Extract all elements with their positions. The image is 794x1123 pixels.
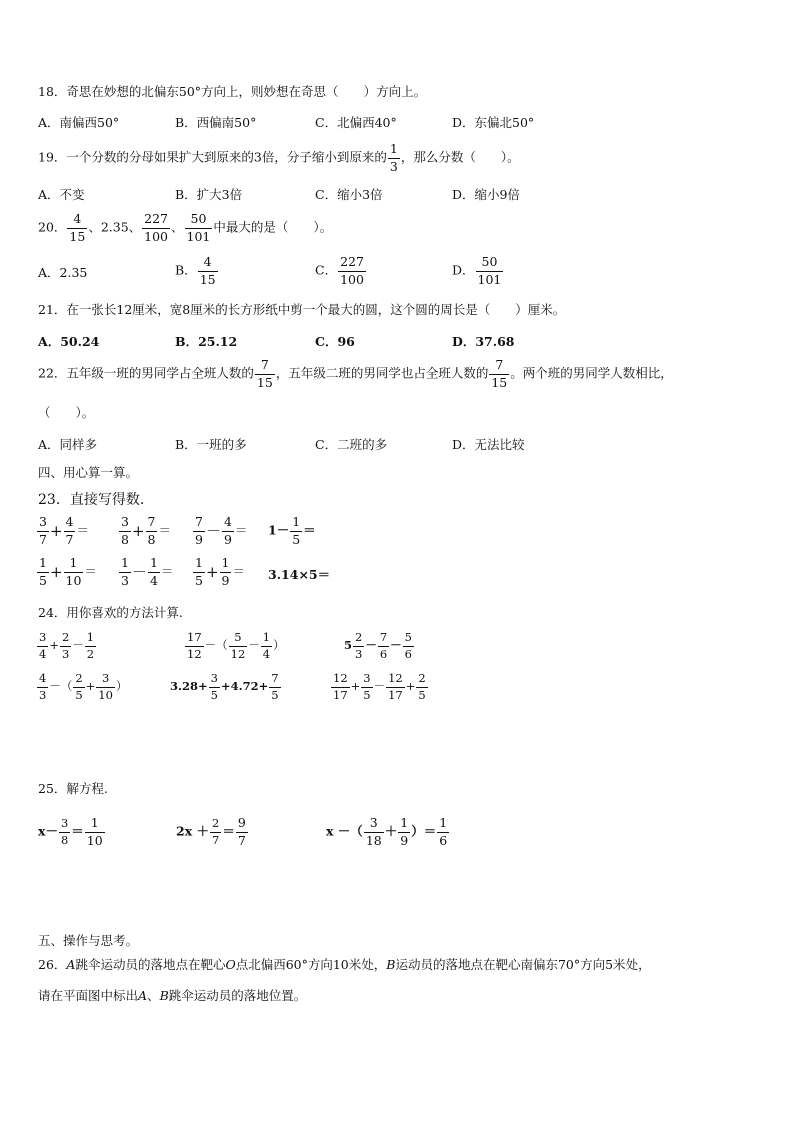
q23-expr-6: $\frac{1}{3}$ － $\frac{1}{4}$ ＝ [121,555,174,588]
q23-expr-3: $\frac{7}{9}$ － $\frac{4}{9}$ ＝ [195,514,248,547]
q18-option-d[interactable]: D．东偏北50° [452,115,535,130]
q22-stem: 22．五年级一班的男同学占全班人数的 $\frac{7}{15}$ ，五年级二班的男同学也占全班人数的 $\frac{7}{15}$ 。两个班的男同学人数相比， [38,357,673,390]
q22-option-c[interactable]: C．二班的多 [315,437,388,452]
q19-option-b[interactable]: B．扩大3倍 [175,187,243,202]
q22-answer-blank: （ ）。 [38,405,95,420]
q23-expr-1: $\frac{3}{7}$ + $\frac{4}{7}$ ＝ [39,514,89,547]
q23-expr-4: 1－ $\frac{1}{5}$ ＝ [268,514,316,547]
q20-frac-2: $\frac{227}{100}$ [144,211,169,244]
section-4-heading: 四、用心算一算。 [38,465,139,480]
q22-option-b[interactable]: B．一班的多 [175,437,247,452]
q24-expr-1: $\frac{3}{4}$ + $\frac{2}{3}$ － $\frac{1}{2}$ [39,630,95,661]
q20-option-b[interactable]: B． $\frac{4}{15}$ [175,254,216,287]
q19-stem-a: 19．一个分数的分母如果扩大到原来的3倍，分子缩小到原来的 [38,149,387,165]
q18-option-b[interactable]: B．西偏南50° [175,115,257,130]
q19-option-c[interactable]: C．缩小3倍 [315,187,383,202]
q21-option-c[interactable]: C．96 [315,334,355,349]
q21-option-d[interactable]: D．37.68 [452,334,515,349]
q22-frac-1: $\frac{7}{15}$ [256,357,273,390]
q19-stem-b: ，那么分数（ ）。 [400,149,520,165]
section-5-heading: 五、操作与思考。 [38,933,139,948]
q24-expr-3: 5 $\frac{2}{3}$ － $\frac{7}{6}$ － $\frac{5}{6}$ [344,630,412,661]
q25-equation-3: x －（ $\frac{3}{18}$ ＋ $\frac{1}{9}$ ）＝ $\frac{1}{6}$ [326,815,448,848]
point-o-label: O [225,957,236,972]
q25-equation-1: x－ $\frac{3}{8}$ ＝ $\frac{1}{10}$ [38,815,103,848]
q19-fraction: $\frac{1}{3}$ [389,141,398,174]
q26-line-1: 26．A跳伞运动员的落地点在靶心O点北偏西60°方向10米处，B运动员的落地点在靶心南偏东70°方向5米处， [38,957,651,972]
q24-expr-5: 3.28+ $\frac{3}{5}$ +4.72+ $\frac{7}{5}$ [170,671,279,702]
q20-stem: 20． $\frac{4}{15}$ 、2.35、 $\frac{227}{100}$ 、 $\frac{50}{101}$ 中最大的是（ ）。 [38,211,333,244]
q21-option-b[interactable]: B．25.12 [175,334,238,349]
q26-line-2: 请在平面图中标出A、B跳伞运动员的落地位置。 [38,988,307,1003]
q22-option-d[interactable]: D．无法比较 [452,437,525,452]
q24-expr-4: $\frac{4}{3}$ －（ $\frac{2}{5}$ + $\frac{3}{10}$ ） [39,671,128,702]
q21-option-a[interactable]: A．50.24 [38,334,100,349]
q24-expr-6: $\frac{12}{17}$ + $\frac{3}{5}$ － $\frac{12}{17}$ + $\frac{2}{5}$ [333,671,426,702]
q20-option-d[interactable]: D． $\frac{50}{101}$ [452,254,502,287]
q20-frac-1: $\frac{4}{15}$ [69,211,86,244]
q22-frac-2: $\frac{7}{15}$ [491,357,508,390]
q23-expr-8: 3.14×5＝ [268,567,331,582]
q18-stem: 18．奇思在妙想的北偏东50°方向上，则妙想在奇思（ ）方向上。 [38,84,427,99]
q24-expr-2: $\frac{17}{12}$ －（ $\frac{5}{12}$ － $\frac{1}{4}$ ） [187,630,285,661]
q25-title: 25．解方程. [38,781,108,796]
q22-option-a[interactable]: A．同样多 [38,437,98,452]
q20-option-c[interactable]: C． $\frac{227}{100}$ [315,254,364,287]
q24-title: 24．用你喜欢的方法计算. [38,605,183,620]
q18-option-a[interactable]: A．南偏西50° [38,115,120,130]
q23-expr-5: $\frac{1}{5}$ + $\frac{1}{10}$ ＝ [39,555,97,588]
point-b-label: B [386,957,396,972]
q20-option-a[interactable]: A．2.35 [38,265,88,280]
q19-stem [38,143,520,173]
q23-expr-7: $\frac{1}{5}$ + $\frac{1}{9}$ ＝ [195,555,245,588]
q21-stem: 21．在一张长12厘米，宽8厘米的长方形纸中剪一个最大的圆，这个圆的周长是（ ）厘米。 [38,302,566,317]
q25-equation-2: 2x ＋ $\frac{2}{7}$ ＝ $\frac{9}{7}$ [176,815,246,848]
q18-option-c[interactable]: C．北偏西40° [315,115,397,130]
q19-option-a[interactable]: A．不变 [38,187,85,202]
q23-expr-2: $\frac{3}{8}$ + $\frac{7}{8}$ ＝ [121,514,171,547]
point-a-label: A [66,957,76,972]
q23-title: 23．直接写得数. [38,492,145,508]
q19-option-d[interactable]: D．缩小9倍 [452,187,520,202]
q20-frac-3: $\frac{50}{101}$ [186,211,211,244]
